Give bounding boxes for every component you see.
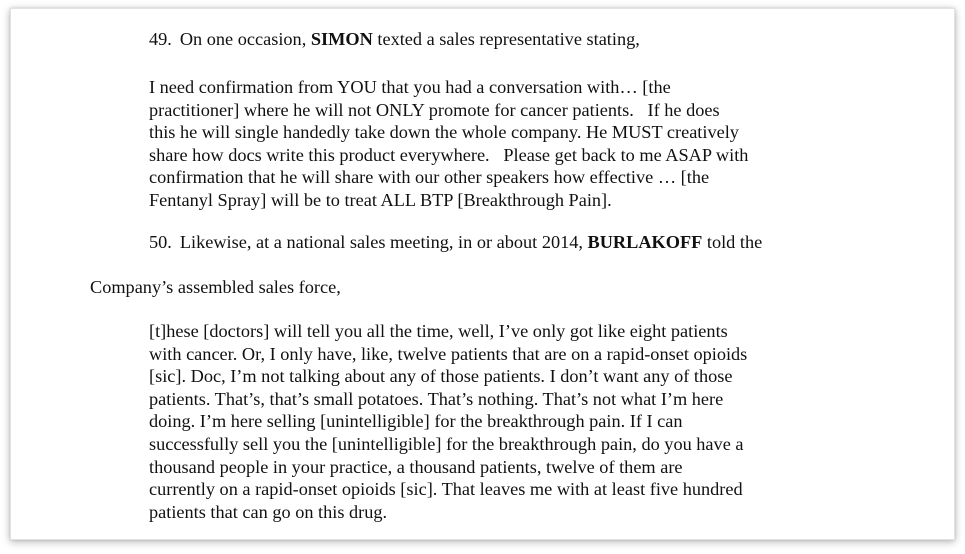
quote-line: practitioner] where he will not ONLY promote for cancer patients. If he does xyxy=(149,99,720,120)
quote-line: successfully sell you the [unintelligible] for the breakthrough pain, do you have a xyxy=(149,433,744,454)
quote-line: doing. I’m here selling [unintelligible] for the breakthrough pain. If I can xyxy=(149,411,683,432)
defendant-name: BURLAKOFF xyxy=(587,232,703,252)
block-quote-1 xyxy=(149,76,748,212)
quote-line: this he will single handedly take down the whole company. He MUST creatively xyxy=(149,122,739,143)
paragraph-49 xyxy=(149,28,640,51)
document-page xyxy=(10,8,955,540)
paragraph-50-continuation: Company’s assembled sales force, xyxy=(90,277,341,297)
paragraph-text: On one occasion, xyxy=(179,29,311,49)
paragraph-text: Likewise, at a national sales meeting, in or about 2014, xyxy=(179,232,588,252)
quote-line: patients that can go on this drug. xyxy=(149,501,388,522)
paragraph-number: 50. xyxy=(149,232,172,252)
quote-line: Fentanyl Spray] will be to treat ALL BTP [Breakthrough Pain]. xyxy=(149,189,612,210)
quote-line: thousand people in your practice, a thousand patients, twelve of them are xyxy=(149,456,683,477)
quote-line: currently on a rapid-onset opioids [sic]. That leaves me with at least five hundred xyxy=(149,479,743,500)
quote-line: share how docs write this product everywhere. Please get back to me ASAP with xyxy=(149,144,749,165)
block-quote-2 xyxy=(149,320,747,523)
quote-line: patients. That’s, that’s small potatoes. That’s nothing. That’s not what I’m here xyxy=(149,388,724,409)
quote-line: confirmation that he will share with our other speakers how effective … [the xyxy=(149,167,710,188)
paragraph-text: texted a sales representative stating, xyxy=(372,29,640,49)
quote-line: I need confirmation from YOU that you had a conversation with… [the xyxy=(149,77,671,97)
paragraph-number: 49. xyxy=(149,29,172,49)
quote-line: [sic]. Doc, I’m not talking about any of those patients. I don’t want any of those xyxy=(149,366,733,387)
quote-line: with cancer. Or, I only have, like, twelve patients that are on a rapid-onset opioids xyxy=(149,343,748,364)
paragraph-text: told the xyxy=(702,232,763,252)
defendant-name: SIMON xyxy=(310,29,373,49)
quote-line: [t]hese [doctors] will tell you all the time, well, I’ve only got like eight patients xyxy=(149,321,728,341)
paragraph-50 xyxy=(149,231,762,254)
